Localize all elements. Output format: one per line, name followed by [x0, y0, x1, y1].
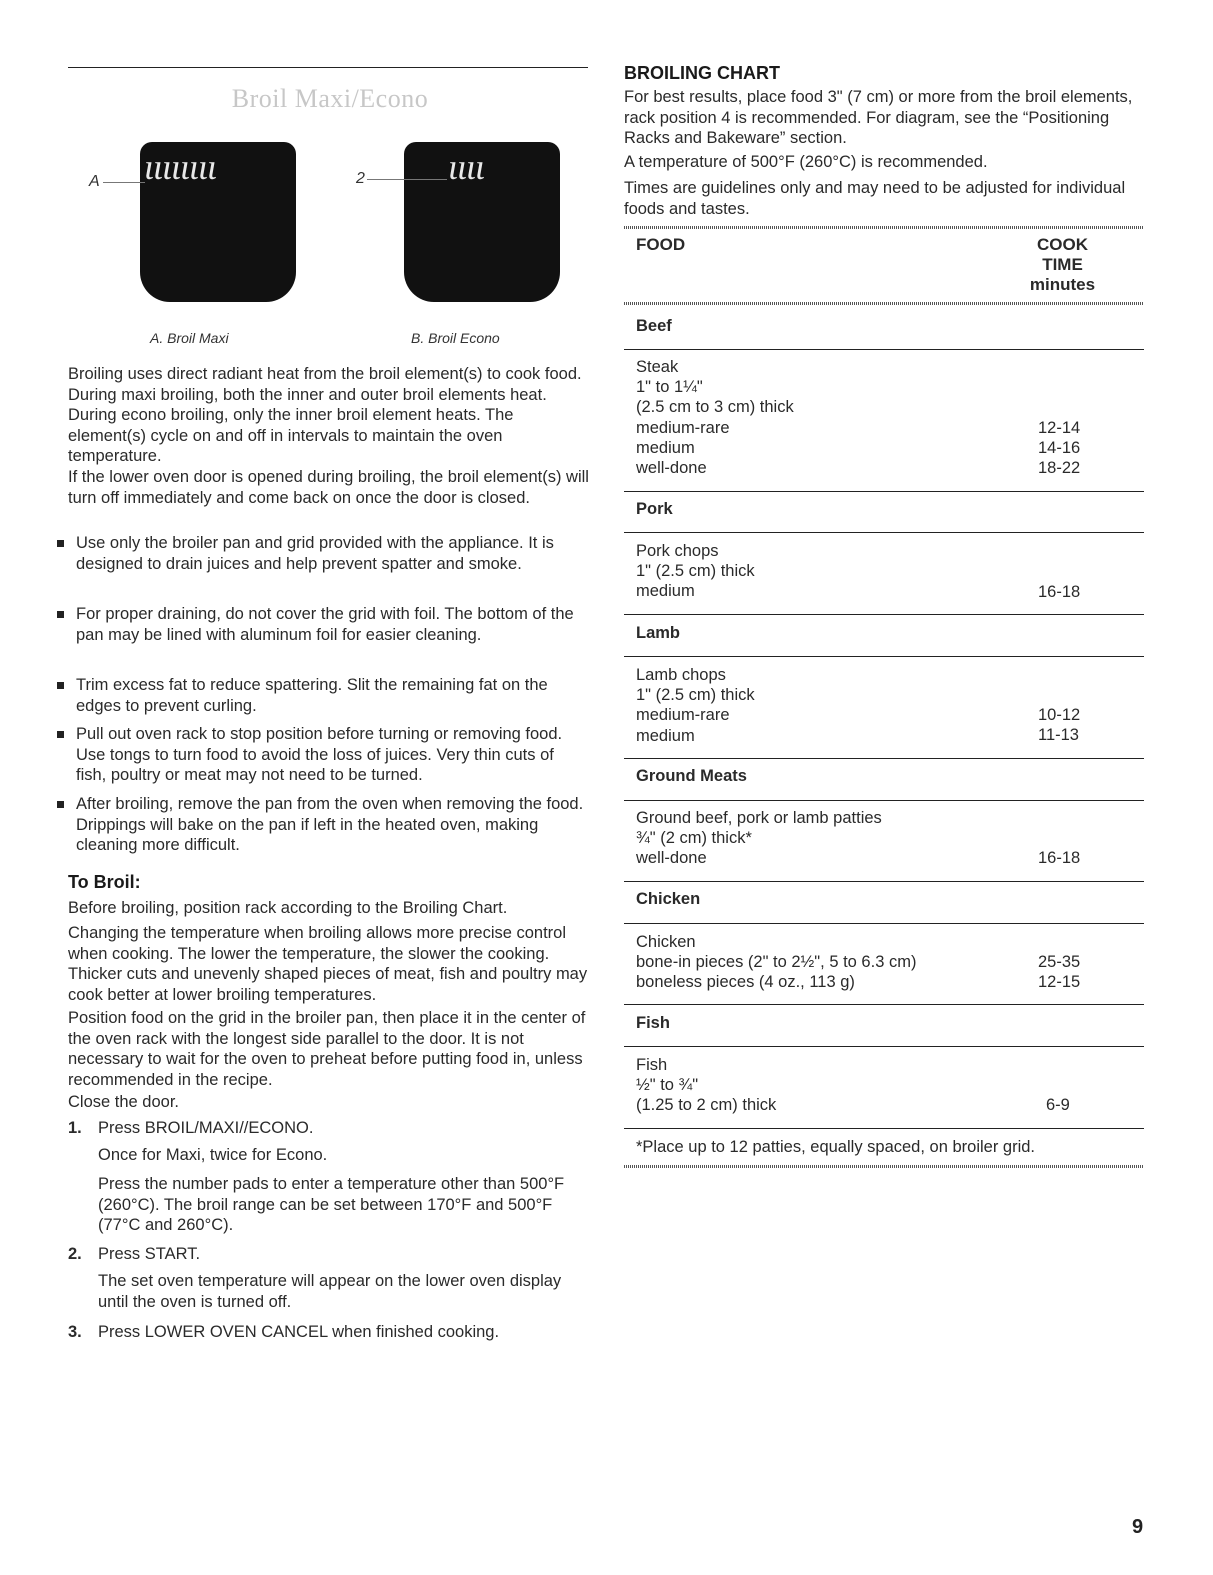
cook-time: 16-18 [1038, 849, 1081, 867]
footnote: *Place up to 12 patties, equally spaced, on broiler grid. [636, 1138, 1035, 1156]
door-paragraph: If the lower oven door is opened during broiling, the broil element(s) will turn off immediately and come back on once the door is closed. [68, 468, 589, 507]
food-description: Lamb chops 1" (2.5 cm) thick medium-rare medium [636, 666, 755, 745]
bullet-item: Pull out oven rack to stop position before turning or removing food. Use tongs to turn food to avoid the loss of juices. Very thin cuts of fish, poultry or meat may not need to be turned. [76, 724, 586, 786]
bullet-item: Use only the broiler pan and grid provided with the appliance. It is designed to drain juices and help prevent spatter and smoke. [76, 533, 586, 574]
column-header-food: FOOD [636, 235, 686, 254]
broil-maxi-panel [140, 142, 296, 302]
callout-a: A [89, 173, 100, 190]
broil-econo-panel [404, 142, 560, 302]
row-rule [624, 800, 1144, 801]
step-number: 3. [68, 1323, 82, 1341]
broil-element-coils: ɩɩɩɩ [448, 147, 485, 187]
row-rule [624, 532, 1144, 533]
row-rule [624, 491, 1144, 492]
step-text: Press LOWER OVEN CANCEL when finished cooking. [98, 1323, 500, 1341]
leader-line-a [103, 182, 145, 183]
category-fish: Fish [636, 1014, 670, 1032]
bullet-square-icon [57, 682, 64, 689]
column-header-time: TIME [1042, 255, 1083, 274]
top-rule [68, 67, 588, 68]
chart-intro: For best results, place food 3" (7 cm) or more from the broil elements, rack position 4 is recommended. For diagram, see the “Positioning Racks and Bakeware” section. [624, 88, 1133, 147]
bullet-square-icon [57, 801, 64, 808]
chart-heading: BROILING CHART [624, 63, 780, 83]
bullet-item: After broiling, remove the pan from the oven when removing the food. Drippings will bake on the pan if left in the heated oven, making cleaning more difficult. [76, 794, 586, 856]
step-subtext: Press the number pads to enter a temperature other than 500°F (260°C). The broil range can be set between 170°F and 500°F (77°C and 260°C). [98, 1175, 565, 1234]
cook-time: 12-14 [1038, 419, 1081, 437]
table-bottom-rule [624, 1165, 1144, 1168]
food-description: Fish ½" to ¾" (1.25 to 2 cm) thick [636, 1056, 777, 1115]
row-rule [624, 1128, 1144, 1129]
cook-time: 25-35 [1038, 953, 1081, 971]
category-chicken: Chicken [636, 890, 701, 908]
bullet-item: Trim excess fat to reduce spattering. Slit the remaining fat on the edges to prevent curling. [76, 675, 586, 716]
caption-broil-econo: B. Broil Econo [411, 330, 500, 346]
table-top-rule [624, 226, 1144, 229]
cook-time: 6-9 [1046, 1096, 1070, 1114]
cook-time: 12-15 [1038, 973, 1081, 991]
intro-paragraph: Broiling uses direct radiant heat from the broil element(s) to cook food. During maxi broiling, both the inner and outer broil elements heat. During econo broiling, only the inner broil element heats. The element(s) cycle on and off in intervals to maintain the oven temperature. [68, 365, 582, 465]
step-subtext: The set oven temperature will appear on the lower oven display until the oven is turned off. [98, 1272, 562, 1311]
cook-time: 11-13 [1038, 726, 1079, 744]
to-broil-paragraph: Position food on the grid in the broiler pan, then place it in the center of the oven rack with the longest side parallel to the door. It is not necessary to wait for the oven to preheat before putting food in, unless recommended in the recipe. [68, 1009, 586, 1089]
row-rule [624, 1046, 1144, 1047]
food-description: Ground beef, pork or lamb patties ¾" (2 cm) thick* well-done [636, 809, 882, 868]
column-header-minutes: minutes [1029, 275, 1096, 294]
category-beef: Beef [636, 317, 672, 335]
row-rule [624, 349, 1144, 350]
cook-time: 14-16 [1038, 439, 1081, 457]
food-description: Chicken bone-in pieces (2" to 2½", 5 to 6.3 cm) boneless pieces (4 oz., 113 g) [636, 933, 917, 992]
to-broil-heading: To Broil: [68, 872, 141, 892]
figure-title: Broil Maxi/Econo [231, 84, 429, 113]
broil-element-coils: ɩɩɩɩɩɩɩɩ [144, 147, 217, 187]
food-description: Pork chops 1" (2.5 cm) thick medium [636, 542, 755, 601]
chart-temperature-note: A temperature of 500°F (260°C) is recommended. [624, 153, 988, 171]
column-header-cook: COOK [1037, 235, 1088, 254]
cook-time: 10-12 [1038, 706, 1081, 724]
to-broil-paragraph: Before broiling, position rack according to the Broiling Chart. [68, 899, 508, 917]
callout-2: 2 [356, 170, 365, 187]
bullet-square-icon [57, 611, 64, 618]
food-description: Steak 1" to 1¼" (2.5 cm to 3 cm) thick medium-rare medium well-done [636, 358, 794, 478]
caption-broil-maxi: A. Broil Maxi [150, 330, 229, 346]
category-lamb: Lamb [636, 624, 681, 642]
bullet-item: For proper draining, do not cover the grid with foil. The bottom of the pan may be lined with aluminum foil for easier cleaning. [76, 604, 586, 645]
to-broil-paragraph: Close the door. [68, 1093, 179, 1111]
row-rule [624, 1004, 1144, 1005]
leader-line-b [367, 179, 447, 180]
cook-time: 18-22 [1038, 459, 1081, 477]
step-text: Press BROIL/MAXI//ECONO. [98, 1119, 314, 1137]
chart-times-note: Times are guidelines only and may need to be adjusted for individual foods and tastes. [624, 179, 1126, 218]
row-rule [624, 758, 1144, 759]
bullet-square-icon [57, 731, 64, 738]
step-number: 2. [68, 1245, 82, 1263]
page-number: 9 [1132, 1516, 1144, 1538]
step-subtext: Once for Maxi, twice for Econo. [98, 1146, 328, 1164]
row-rule [624, 881, 1144, 882]
to-broil-paragraph: Changing the temperature when broiling allows more precise control when cooking. The lower the temperature, the slower the cooking. Thicker cuts and unevenly shaped pieces of meat, fish and poultry may cook better at lower broiling temperatures. [68, 924, 588, 1004]
cook-time: 16-18 [1038, 583, 1081, 601]
category-pork: Pork [636, 500, 673, 518]
step-text: Press START. [98, 1245, 201, 1263]
step-number: 1. [68, 1119, 82, 1137]
row-rule [624, 614, 1144, 615]
row-rule [624, 923, 1144, 924]
row-rule [624, 656, 1144, 657]
header-bottom-rule [624, 302, 1144, 305]
bullet-square-icon [57, 540, 64, 547]
category-ground-meats: Ground Meats [636, 767, 747, 785]
